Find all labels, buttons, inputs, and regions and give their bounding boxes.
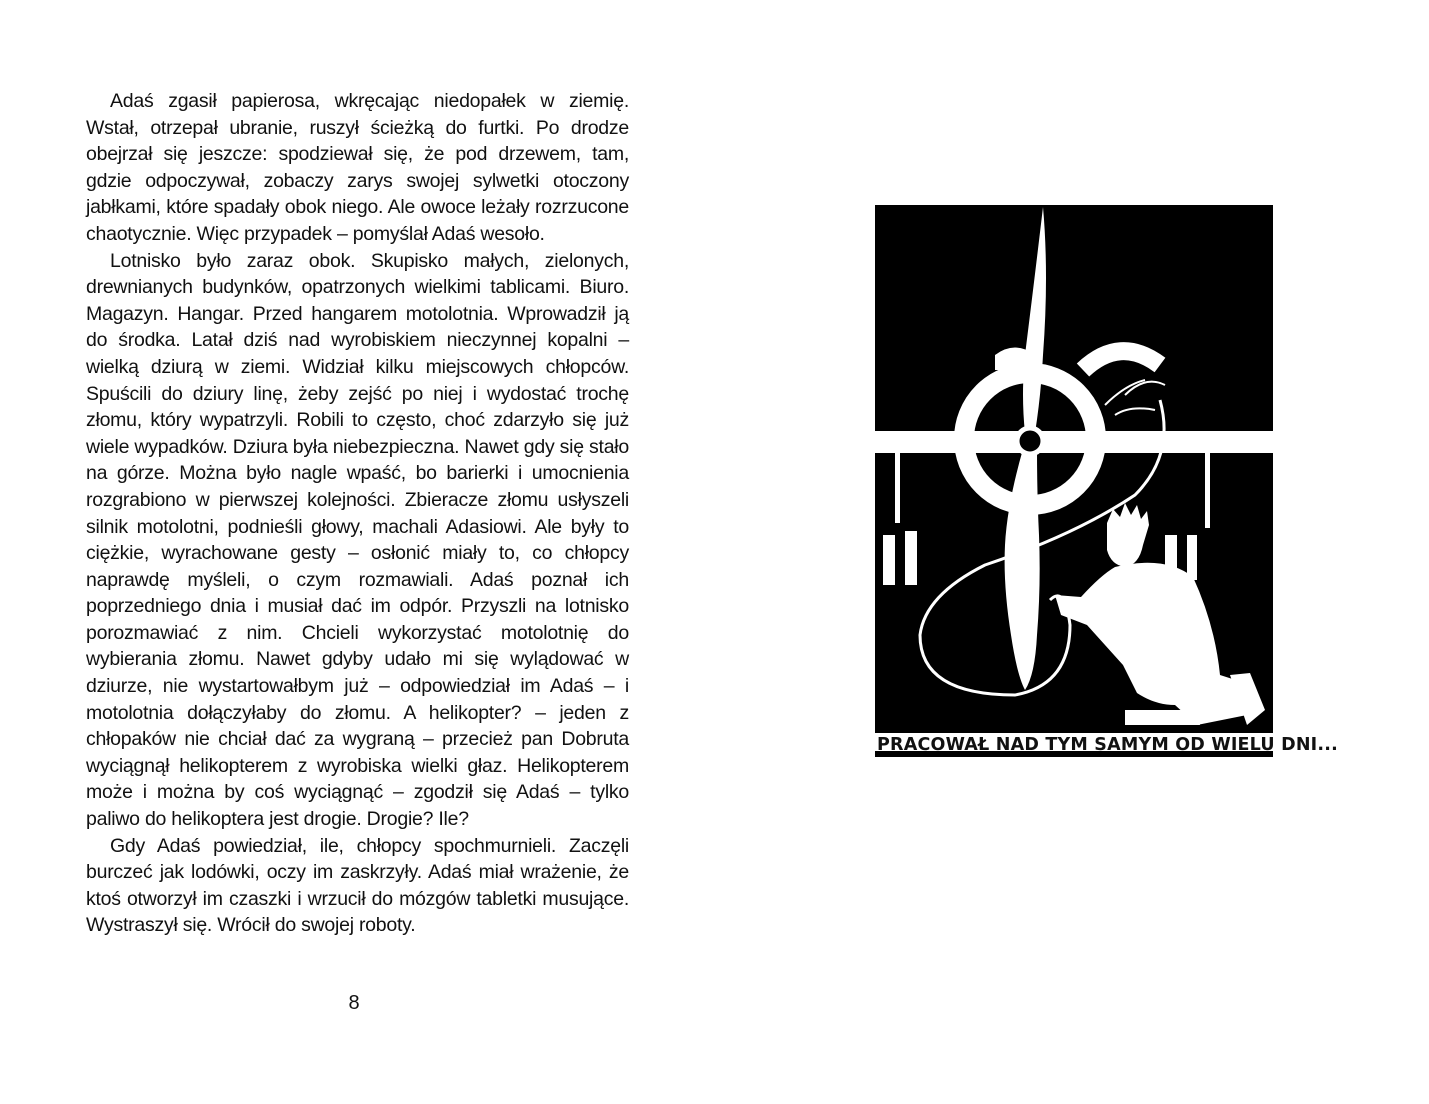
propeller-illustration xyxy=(875,205,1338,762)
paragraph-1: Adaś zgasił papierosa, wkręcając niedopałek w ziemię. Wstał, otrzepał ubranie, ruszył ścieżką do furtki. Po drodze obejrzał się jeszcze: spodziewał się, że pod drzewem, tam, gdzie odpoczywał, zobaczy zarys swojej sylwetki otoczony jabłkami, które spadały obok niego. Ale owoce leżały rozrzucone chaotycznie. Więc przypadek – pomyślał Adaś wesoło. xyxy=(86,90,629,245)
body-text xyxy=(86,88,629,939)
page-number: 8 xyxy=(348,992,360,1014)
wing-shape xyxy=(875,431,1273,453)
paragraph-2: Lotnisko było zaraz obok. Skupisko małych, zielonych, drewnianych budynków, opatrzonych wielkimi tablicami. Biuro. Magazyn. Hangar. Przed hangarem motolotnia. Wprowadził ją do środka. Latał dziś nad wyrobiskiem nieczynnej kopalni – wielką dziurą w ziemi. Widział kilku miejscowych chłopców. Spuścili do dziury linę, żeby zejść po niej i wydostać trochę złomu, który wypatrzyli. Robili to często, choć zdarzyło się już wiele wypadków. Dziura była niebezpieczna. Nawet gdy się stało na górze. Można było nagle wpaść, bo barierki i umocnienia rozgrabiono w pierwszej kolejności. Zbieracze złomu usłyszeli silnik motolotni, podnieśli głowy, machali Adasiowi. Ale były to ciężkie, wyrachowane gesty – osłonić miały to, co chłopcy naprawdę myśleli, o czym rozmawiali. Adaś poznał ich poprzedniego dnia i musiał dać im odpór. Przyszli na lotnisko porozmawiać z nim. Chcieli wykorzystać motolotnię do wybierania złomu. Nawet gdyby udało mi się wylądować w dziurze, nie wystartowałbym już – odpowiedział im Adaś – i motolotnia dołączyłaby do złomu. A helikopter? – jeden z chłopaków nie chciał dać za wygraną – przecież pan Dobruta wyciągnął helikopterem z wyrobiska wielki głaz. Helikopterem może i można by coś wyciągnąć – zgodził się Adaś – tylko paliwo do helikoptera jest drogie. Drogie? Ile? xyxy=(86,249,629,831)
illustration-caption: PRACOWAŁ NAD TYM SAMYM OD WIELU DNI... xyxy=(877,735,1338,755)
illustration-propeller-mechanic xyxy=(875,205,1338,762)
paragraph-3: Gdy Adaś powiedział, ile, chłopcy spochmurnieli. Zaczęli burczeć jak lodówki, oczy im zaskrzyły. Adaś miał wrażenie, że ktoś otworzył im czaszki i wrzucił do mózgów tabletki musujące. Wystraszył się. Wrócił do swojej roboty. xyxy=(86,834,629,937)
